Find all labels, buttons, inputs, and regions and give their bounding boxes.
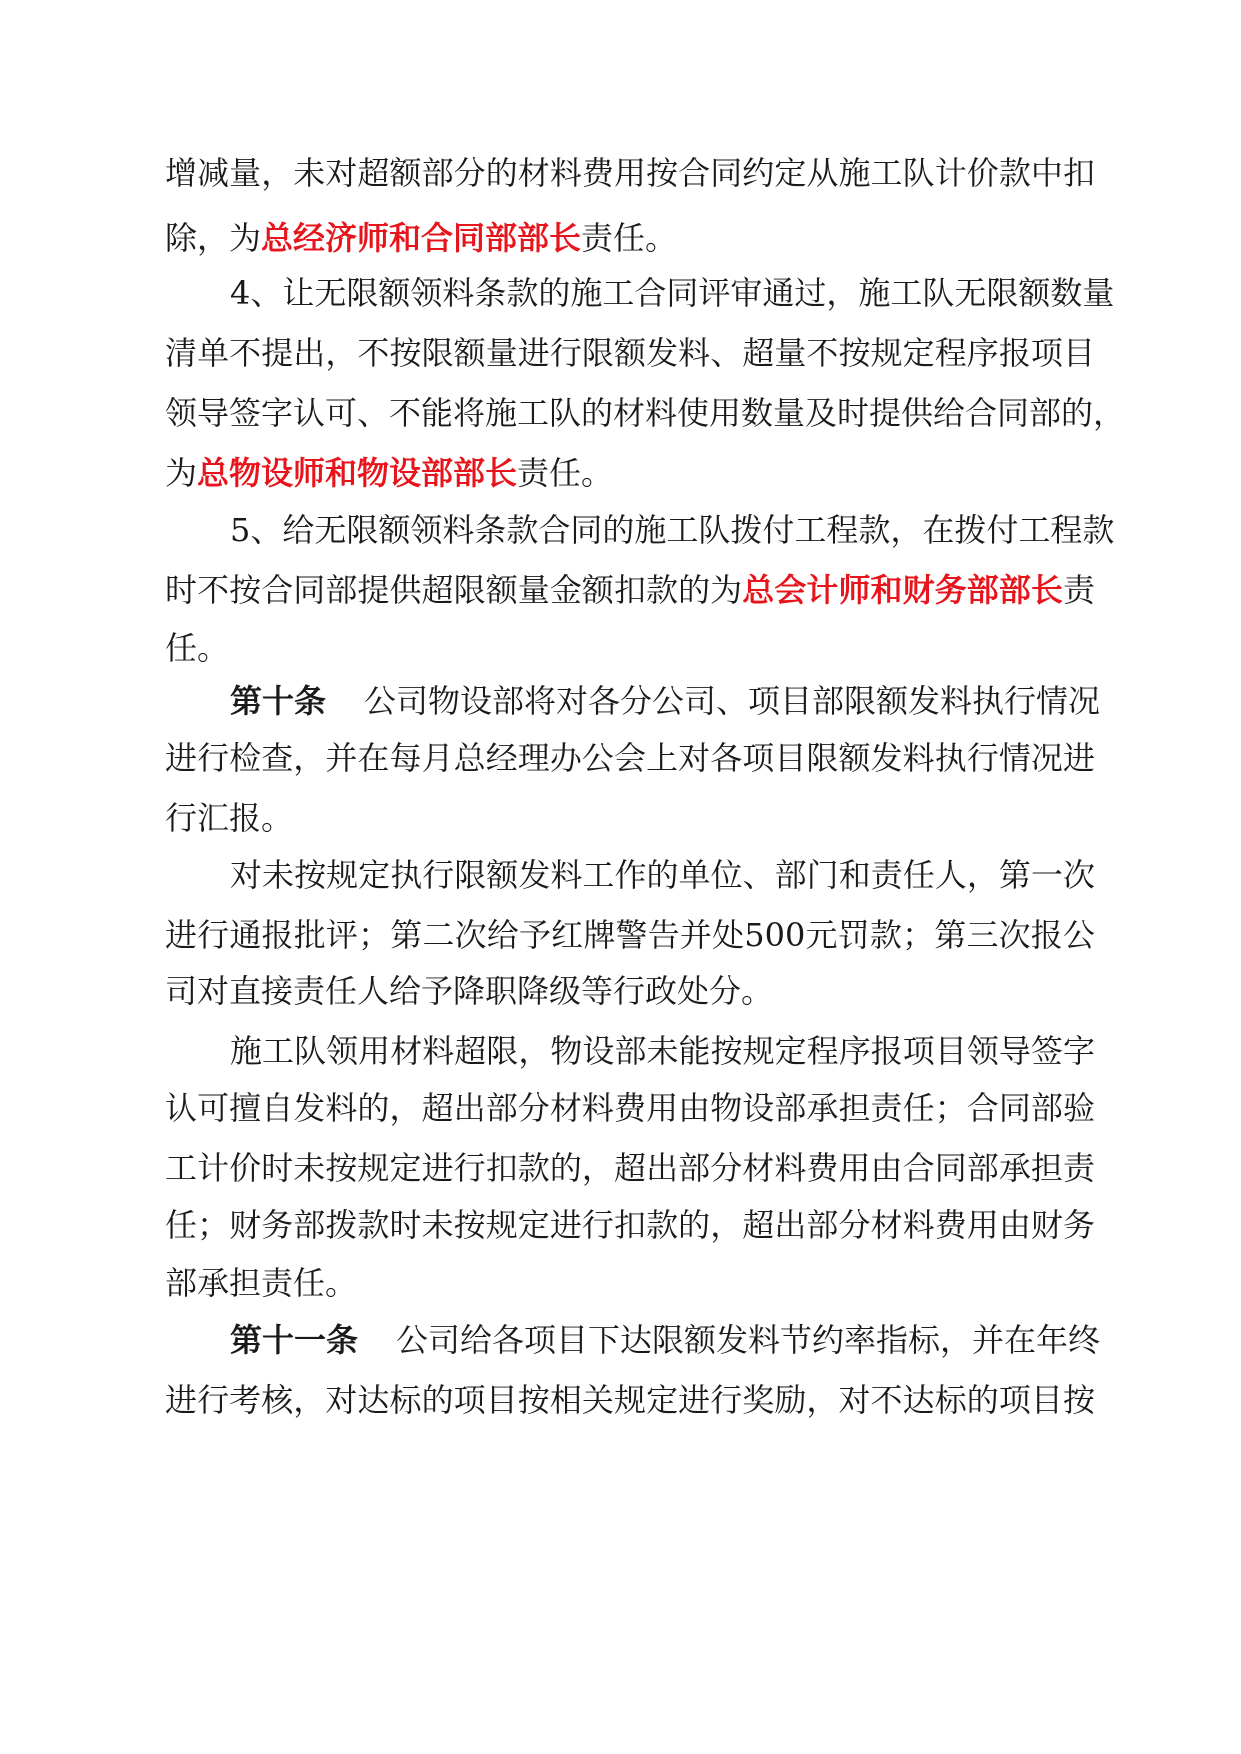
text-span: 责任。 xyxy=(581,219,678,257)
text-line xyxy=(165,557,1095,623)
text-line: 进行检查，并在每月总经理办公会上对各项目限额发料执行情况进 xyxy=(165,739,1095,777)
text-line: 增减量，未对超额部分的材料费用按合同约定从施工队计价款中扣 xyxy=(165,154,1095,192)
text-span: 除，为 xyxy=(165,219,262,257)
text-line: 任。 xyxy=(165,629,230,667)
text-line: 清单不提出，不按限额量进行限额发料、超量不按规定程序报项目 xyxy=(165,334,1095,372)
text-span: 公司给各项目下达限额发料节约率指标，并在年终 xyxy=(396,1321,1101,1359)
text-line: 任；财务部拨款时未按规定进行扣款的，超出部分材料费用由财务 xyxy=(165,1206,1095,1244)
text-span: 公司物设部将对各分公司、项目部限额发料执行情况 xyxy=(364,682,1101,720)
text-line: 司对直接责任人给予降职降级等行政处分。 xyxy=(165,972,774,1010)
text-line: 认可擅自发料的，超出部分材料费用由物设部承担责任；合同部验 xyxy=(165,1089,1095,1127)
text-line: 部承担责任。 xyxy=(165,1264,358,1302)
text-span: 责 xyxy=(1062,571,1095,609)
text-line: 工计价时未按规定进行扣款的，超出部分材料费用由合同部承担责 xyxy=(165,1149,1095,1187)
responsible-party-highlight: 总经济师和合同部部长 xyxy=(261,219,582,257)
text-span: 时不按合同部提供超限额量金额扣款的为 xyxy=(165,571,743,609)
responsible-party-highlight: 总物设师和物设部部长 xyxy=(197,454,518,492)
text-span: 责任。 xyxy=(517,454,614,492)
text-line: 施工队领用材料超限，物设部未能按规定程序报项目领导签字 xyxy=(230,1032,1095,1070)
text-line: 领导签字认可、不能将施工队的材料使用数量及时提供给合同部的， xyxy=(165,394,1126,432)
article-heading: 第十一条 xyxy=(230,1321,359,1359)
text-span: 为 xyxy=(165,454,198,492)
text-line: 4、让无限额领料条款的施工合同评审通过，施工队无限额数量 xyxy=(230,274,1115,312)
text-line: 进行考核，对达标的项目按相关规定进行奖励，对不达标的项目按 xyxy=(165,1381,1095,1419)
text-line: 5、给无限额领料条款合同的施工队拨付工程款，在拨付工程款 xyxy=(230,511,1115,549)
text-line xyxy=(230,1307,1101,1373)
text-line: 行汇报。 xyxy=(165,799,294,837)
responsible-party-highlight: 总会计师和财务部部长 xyxy=(742,571,1063,609)
text-line: 进行通报批评；第二次给予红牌警告并处500元罚款；第三次报公 xyxy=(165,916,1095,954)
article-heading: 第十条 xyxy=(230,682,327,720)
text-line: 对未按规定执行限额发料工作的单位、部门和责任人，第一次 xyxy=(230,856,1095,894)
